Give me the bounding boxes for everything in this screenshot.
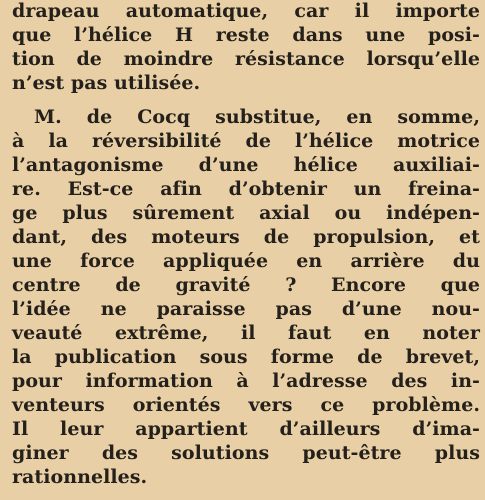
text-line: ge plus sûrement axial ou indépen- xyxy=(12,202,480,224)
text-line: que l’hélice H reste dans une posi- xyxy=(12,24,480,46)
text-line: dant, des moteurs de propulsion, et xyxy=(12,226,480,248)
text-line: tion de moindre résistance lorsqu’elle xyxy=(12,48,480,70)
text-line: veauté extrême, il faut en noter xyxy=(12,322,480,344)
text-line: giner des solutions peut-être plus xyxy=(12,442,480,464)
text-line: centre de gravité ? Encore que xyxy=(12,274,480,296)
text-line: drapeau automatique, car il importe xyxy=(12,0,480,22)
text-line: n’est pas utilisée. xyxy=(12,72,201,94)
text-line: Il leur appartient d’ailleurs d’ima- xyxy=(12,418,480,440)
text-line: la publication sous forme de brevet, xyxy=(12,346,480,368)
paragraph-cocq xyxy=(12,105,480,489)
text-line: l’antagonisme d’une hélice auxiliai- xyxy=(12,154,480,176)
paragraph-continuation xyxy=(12,0,480,95)
text-line: pour information à l’adresse des in- xyxy=(12,370,480,392)
text-column xyxy=(12,0,480,489)
text-line: M. de Cocq substitue, en somme, xyxy=(34,106,480,128)
text-line: re. Est-ce afin d’obtenir un freina- xyxy=(12,178,480,200)
text-line: venteurs orientés vers ce problème. xyxy=(12,394,480,416)
text-line: l’idée ne paraisse pas d’une nou- xyxy=(12,298,480,320)
text-line: à la réversibilité de l’hélice motrice xyxy=(12,130,480,152)
text-line: une force appliquée en arrière du xyxy=(12,250,480,272)
text-line: rationnelles. xyxy=(12,466,148,488)
